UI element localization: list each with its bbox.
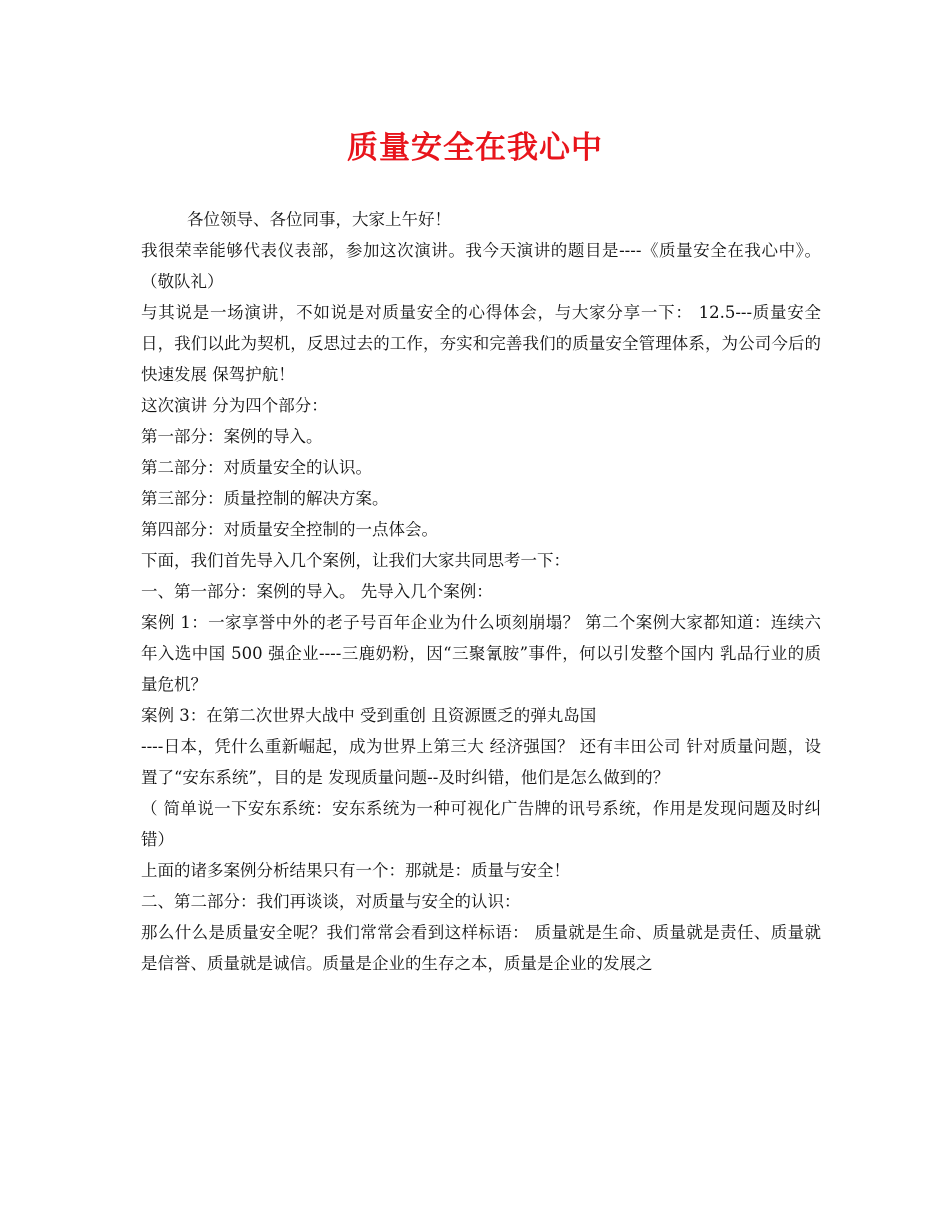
paragraph: 一、第一部分：案例的导入。 先导入几个案例：	[141, 582, 493, 601]
paragraph: 二、第二部分：我们再谈谈，对质量与安全的认识：	[141, 892, 521, 911]
paragraph: 案例 3：在第二次世界大战中 受到重创 且资源匮乏的弹丸岛国	[141, 706, 597, 725]
paragraph: 案例 1：一家享誉中外的老子号百年企业为什么顷刻崩塌？ 第二个案例大家都知道：连续六年入选中国 500 强企业----三鹿奶粉，因“三聚氰胺”事件，何以引发整个国内 乳品行业的质量危机？	[141, 613, 821, 694]
paragraph: 那么什么是质量安全呢？我们常常会看到这样标语： 质量就是生命、质量就是责任、质量就是信誉、质量就是诚信。质量是企业的生存之本，质量是企业的发展之	[141, 923, 821, 973]
paragraph: 下面，我们首先导入几个案例，让我们大家共同思考一下：	[141, 551, 570, 570]
paragraph: 第一部分：案例的导入。	[141, 427, 323, 446]
paragraph: （ 简单说一下安东系统：安东系统为一种可视化广告牌的讯号系统，作用是发现问题及时纠错）	[141, 799, 821, 849]
paragraph: ----日本，凭什么重新崛起，成为世界上第三大 经济强国？ 还有丰田公司 针对质量问题，设置了“安东系统”，目的是 发现质量问题--及时纠错，他们是怎么做到的？	[141, 737, 821, 787]
document-body	[141, 204, 821, 979]
paragraph: 这次演讲 分为四个部分：	[141, 396, 328, 415]
paragraph: 第四部分：对质量安全控制的一点体会。	[141, 520, 438, 539]
paragraph-greeting: 各位领导、各位同事，大家上午好！	[187, 210, 451, 229]
paragraph: 与其说是一场演讲，不如说是对质量安全的心得体会，与大家分享一下： 12.5---质量安全日，我们以此为契机，反思过去的工作，夯实和完善我们的质量安全管理体系，为公司今后的快速发展 保驾护航！	[141, 303, 821, 384]
paragraph: 第三部分：质量控制的解决方案。	[141, 489, 389, 508]
paragraph: 上面的诸多案例分析结果只有一个：那就是：质量与安全！	[141, 861, 570, 880]
paragraph: 第二部分：对质量安全的认识。	[141, 458, 372, 477]
paragraph: 我很荣幸能够代表仪表部，参加这次演讲。我今天演讲的题目是----《质量安全在我心中》。（敬队礼）	[141, 241, 821, 291]
document-title: 质量安全在我心中	[347, 130, 603, 166]
